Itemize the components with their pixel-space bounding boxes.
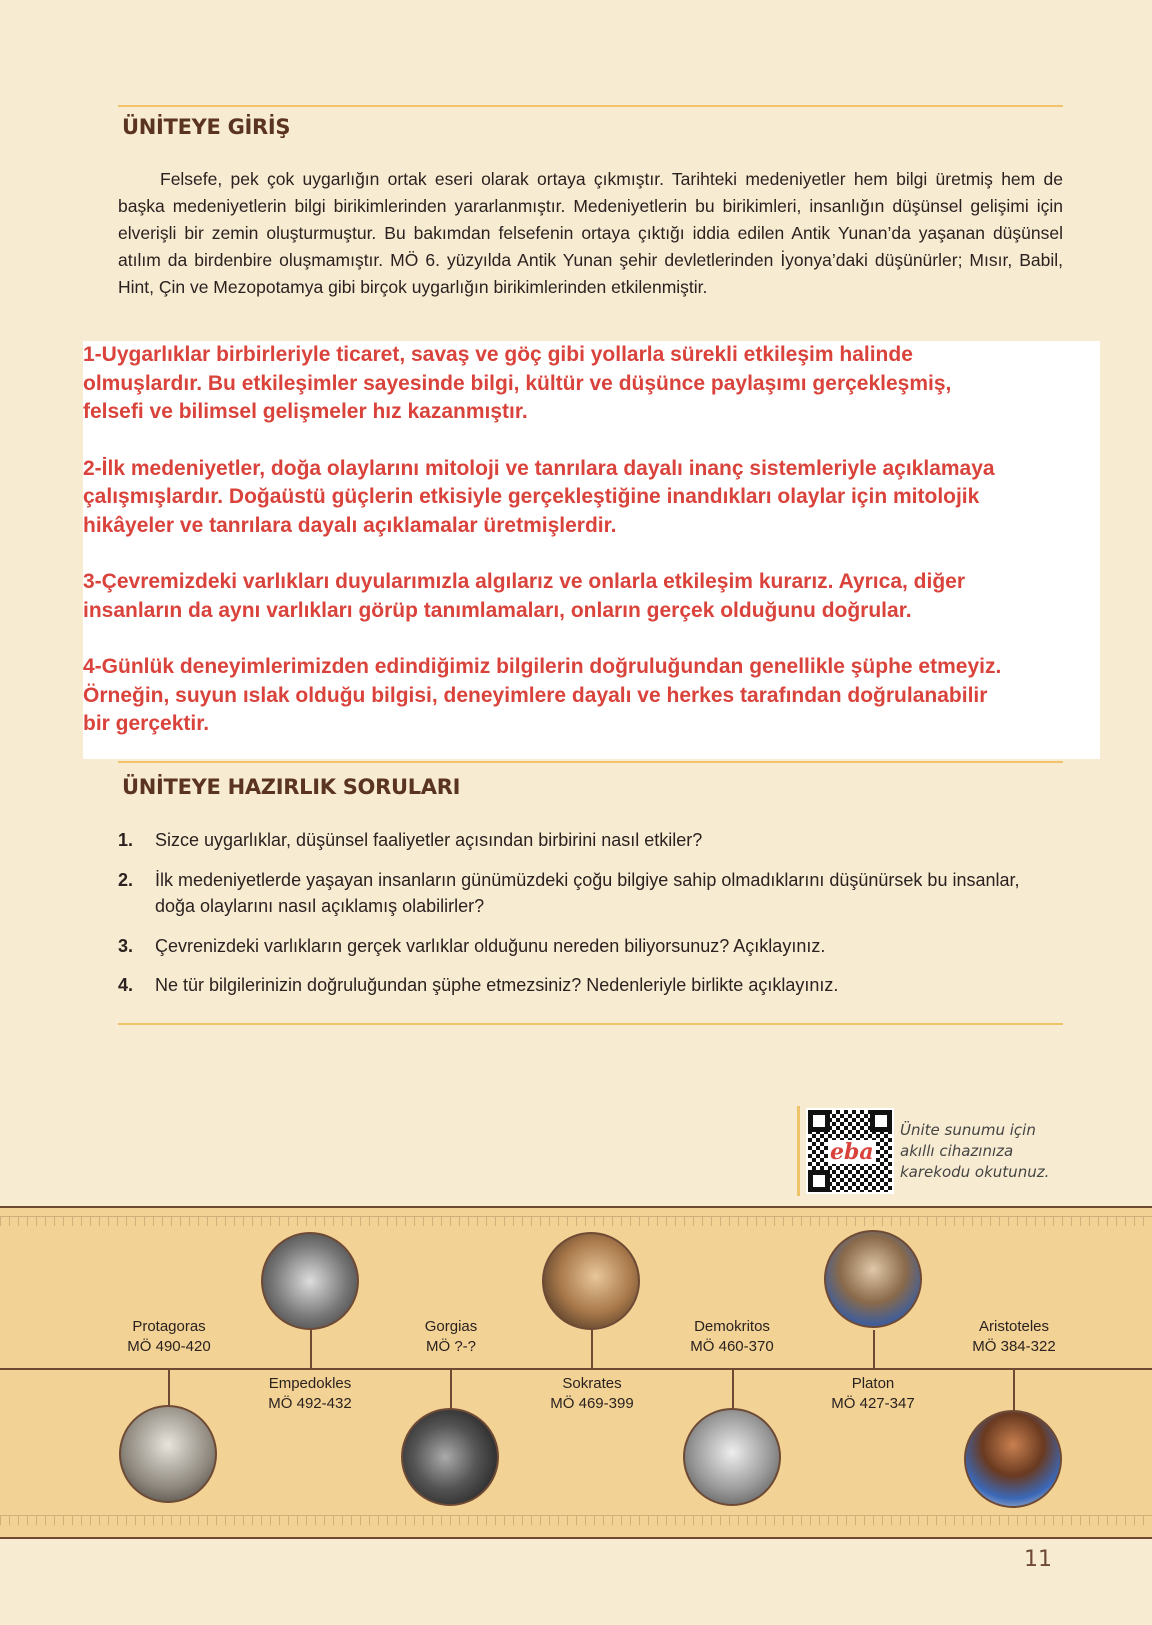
question-text: Çevrenizdeki varlıkların gerçek varlıklar olduğunu nereden biliyorsunuz? Açıklayınız. bbox=[155, 936, 826, 956]
qr-accent-bar bbox=[797, 1106, 800, 1196]
timeline-label-protagoras: Protagoras MÖ 490-420 bbox=[127, 1318, 211, 1355]
portrait-protagoras bbox=[119, 1405, 217, 1503]
qr-code[interactable] bbox=[806, 1108, 894, 1194]
portrait-sokrates bbox=[542, 1232, 640, 1330]
portrait-empedokles bbox=[261, 1232, 359, 1330]
timeline-label-sokrates: Sokrates MÖ 469-399 bbox=[550, 1375, 634, 1412]
divider bbox=[118, 1023, 1063, 1025]
timeline-label-platon: Platon MÖ 427-347 bbox=[831, 1375, 915, 1412]
section-title-intro: ÜNİTEYE GİRİŞ bbox=[122, 115, 291, 139]
page-number: 11 bbox=[1024, 1547, 1052, 1572]
intro-paragraph bbox=[118, 166, 1063, 301]
eba-logo: eba bbox=[830, 1139, 874, 1165]
question-2 bbox=[118, 867, 1058, 919]
intro-text: Felsefe, pek çok uygarlığın ortak eseri olarak ortaya çıkmıştır. Tarihteki medeniyetler hem bilgi üretmiş hem de başka medeniyetlerin bilgi birikimlerinden yararlanmıştır. Medeniyetlerin bu birikimleri, insanlığın düşünsel gelişimi için elverişli bir zemin oluşturmuştur. Bu bakımdan felsefenin ortaya çıktığı iddia edilen Antik Yunan’da yaşanan düşünsel atılım da birdenbire oluşmamıştır. MÖ 6. yüzyılda Antik Yunan şehir devletlerinden İyonya’daki düşünürler; Mısır, Babil, Hint, Çin ve Mezopotamya gibi birçok uygarlığın birikimlerinden etkilenmiştir. bbox=[118, 169, 1063, 297]
portrait-gorgias bbox=[401, 1408, 499, 1506]
timeline-label-aristoteles: Aristoteles MÖ 384-322 bbox=[972, 1318, 1056, 1355]
answers-box bbox=[83, 341, 1100, 759]
timeline-axis bbox=[0, 1368, 1152, 1370]
question-4 bbox=[118, 972, 1058, 998]
question-3 bbox=[118, 933, 1058, 959]
answer-4: 4-Günlük deneyimlerimizden edindiğimiz bilgilerin doğruluğundan genellikle şüphe etmeyiz. Örneğin, suyun ıslak olduğu bilgisi, deneyimlere dayalı ve herkes tarafından doğrulanabilir bir gerçektir. bbox=[83, 655, 1002, 735]
question-number: 1. bbox=[118, 830, 134, 850]
portrait-platon bbox=[824, 1230, 922, 1328]
question-number: 3. bbox=[118, 936, 134, 956]
question-text: Ne tür bilgilerinizin doğruluğundan şüphe etmezsiniz? Nedenleriyle birlikte açıklayınız. bbox=[155, 975, 839, 995]
portrait-demokritos bbox=[683, 1408, 781, 1506]
question-number: 2. bbox=[118, 870, 134, 890]
question-text: İlk medeniyetlerde yaşayan insanların günümüzdeki çoğu bilgiye sahip olmadıklarını düşünürsek bu insanlar, doğa olaylarını nasıl açıklamış olabilirler? bbox=[155, 870, 1020, 916]
answer-3: 3-Çevremizdeki varlıkları duyularımızla algılarız ve onlarla etkileşim kurarız. Ayrıca, diğer insanların da aynı varlıkları görüp tanımlamaları, onların gerçek olduğunu doğrular. bbox=[83, 570, 966, 622]
section-title-questions: ÜNİTEYE HAZIRLIK SORULARI bbox=[122, 775, 461, 799]
answer-1: 1-Uygarlıklar birbirleriyle ticaret, savaş ve göç gibi yollarla sürekli etkileşim halinde olmuşlardır. Bu etkileşimler sayesinde bilgi, kültür ve düşünce paylaşımı gerçekleşmiş, felsefi ve bilimsel gelişmeler hız kazanmıştır. bbox=[83, 343, 952, 423]
question-number: 4. bbox=[118, 975, 134, 995]
divider bbox=[118, 105, 1063, 107]
answer-2: 2-İlk medeniyetler, doğa olaylarını mitoloji ve tanrılara dayalı inanç sistemleriyle açıklamaya çalışmışlardır. Doğaüstü güçlerin etkisiyle gerçekleştiğine inandıkları olaylar için mitolojik hikâyeler ve tanrılara dayalı açıklamalar üretmişlerdir. bbox=[83, 456, 995, 537]
question-text: Sizce uygarlıklar, düşünsel faaliyetler açısından birbirini nasıl etkiler? bbox=[155, 830, 703, 850]
question-1 bbox=[118, 827, 1058, 853]
decorative-border bbox=[0, 1515, 1152, 1525]
portrait-aristoteles bbox=[964, 1410, 1062, 1508]
qr-caption: Ünite sunumu için akıllı cihazınıza karekodu okutunuz. bbox=[900, 1121, 1050, 1181]
timeline-label-demokritos: Demokritos MÖ 460-370 bbox=[690, 1318, 774, 1355]
decorative-border bbox=[0, 1216, 1152, 1226]
timeline-label-gorgias: Gorgias MÖ ?-? bbox=[424, 1318, 478, 1355]
divider bbox=[118, 761, 1063, 763]
timeline-label-empedokles: Empedokles MÖ 492-432 bbox=[268, 1375, 352, 1412]
